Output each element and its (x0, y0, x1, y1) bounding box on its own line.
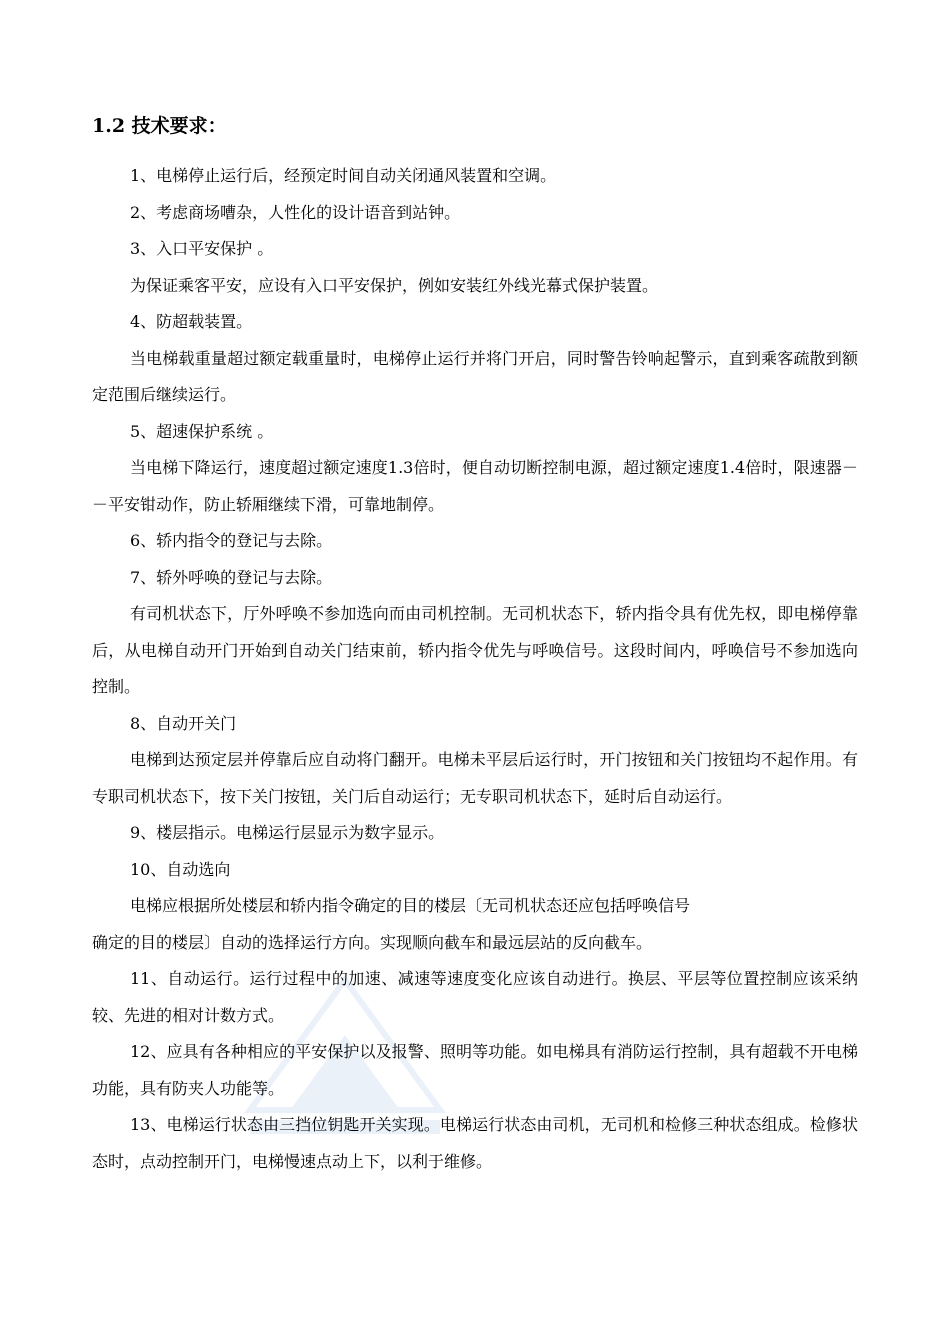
paragraph-continuation: 确定的目的楼层〕自动的选择运行方向。实现顺向截车和最远层站的反向截车。 (92, 932, 653, 952)
paragraph: 4、防超载装置。 (130, 312, 253, 331)
paragraph: 6、轿内指令的登记与去除。 (130, 531, 333, 550)
paragraph: 当电梯载重量超过额定载重量时，电梯停止运行并将门开启，同时警告铃响起警示，直到乘客疏散到额定范围后继续运行。 (92, 348, 858, 404)
paragraph: 电梯到达预定层并停靠后应自动将门翻开。电梯未平层后运行时，开门按钮和关门按钮均不起作用。有专职司机状态下，按下关门按钮，关门后自动运行；无专职司机状态下，延时后自动运行。 (92, 750, 858, 806)
section-heading: 1.2 技术要求： (92, 115, 227, 137)
paragraph: 5、超速保护系统 。 (130, 421, 274, 441)
paragraph: 11、自动运行。运行过程中的加速、减速等速度变化应该自动进行。换层、平层等位置控制应该采纳较、先进的相对计数方式。 (92, 969, 858, 1025)
document-body (92, 110, 858, 1180)
paragraph: 9、楼层指示。电梯运行层显示为数字显示。 (130, 823, 445, 842)
paragraph: 12、应具有各种相应的平安保护以及报警、照明等功能。如电梯具有消防运行控制，具有超载不开电梯功能，具有防夹人功能等。 (92, 1042, 858, 1098)
paragraph: 有司机状态下，厅外呼唤不参加选向而由司机控制。无司机状态下，轿内指令具有优先权，即电梯停靠后，从电梯自动开门开始到自动关门结束前，轿内指令优先与呼唤信号。这段时间内，呼唤信号不参加选向控制。 (92, 604, 858, 696)
paragraph: 2、考虑商场嘈杂，人性化的设计语音到站钟。 (130, 202, 461, 222)
paragraph: 3、入口平安保护 。 (130, 239, 274, 258)
paragraph: 当电梯下降运行，速度超过额定速度1.3倍时，便自动切断控制电源，超过额定速度1.4倍时，限速器－－平安钳动作，防止轿厢继续下滑，可靠地制停。 (92, 458, 858, 514)
paragraph: 为保证乘客平安，应设有入口平安保护，例如安装红外线光幕式保护装置。 (130, 275, 659, 295)
paragraph: 1、电梯停止运行后，经预定时间自动关闭通风装置和空调。 (130, 166, 557, 185)
paragraph: 10、自动选向 (130, 859, 231, 879)
paragraph: 13、电梯运行状态由三挡位钥匙开关实现。电梯运行状态由司机，无司机和检修三种状态组成。检修状态时，点动控制开门，电梯慢速点动上下，以利于维修。 (92, 1115, 858, 1171)
paragraph: 8、自动开关门 (130, 713, 237, 733)
paragraph: 7、轿外呼唤的登记与去除。 (130, 567, 333, 587)
paragraph: 电梯应根据所处楼层和轿内指令确定的目的楼层〔无司机状态还应包括呼唤信号 (130, 896, 691, 915)
